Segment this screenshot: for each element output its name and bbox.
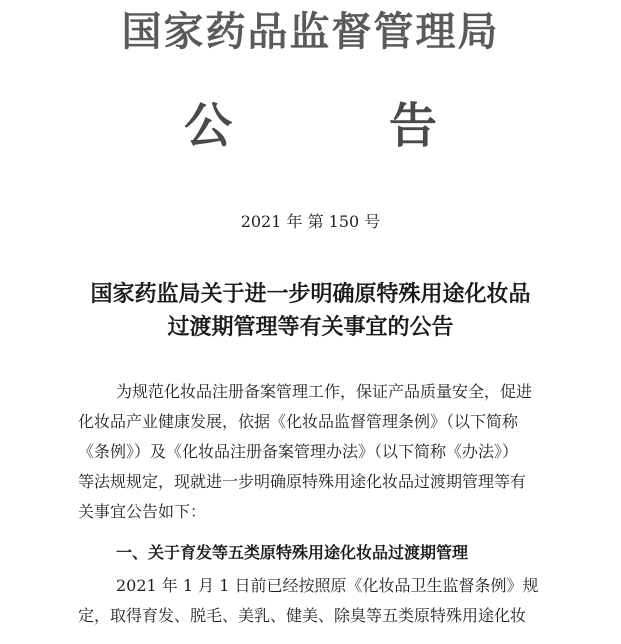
section-paragraph-line: 定，取得育发、脱毛、美乳、健美、除臭等五类原特殊用途化妆 [78,606,527,625]
section-paragraph-line: 2021 年 1 月 1 日前已经按照原《化妆品卫生监督条例》规 [116,576,539,595]
section-heading: 一、关于育发等五类原特殊用途化妆品过渡期管理 [116,543,469,562]
document-title-line-1: 国家药监局关于进一步明确原特殊用途化妆品 [90,282,531,307]
agency-header: 国家药品监督管理局 [121,9,500,55]
intro-paragraph-line: 化妆品产业健康发展，依据《化妆品监督管理条例》（以下简称 [78,412,519,431]
document-number: 2021 年 第 150 号 [240,212,381,231]
intro-paragraph-line: 《条例》）及《化妆品注册备案管理办法》（以下简称《办法》） [78,442,519,461]
intro-paragraph-line: 为规范化妆品注册备案管理工作，保证产品质量安全，促进 [116,382,533,401]
document-title-line-2: 过渡期管理等有关事宜的公告 [167,315,454,340]
intro-paragraph-line: 关事宜公告如下： [78,502,207,521]
notice-heading: 公 告 [184,98,507,154]
intro-paragraph-line: 等法规规定，现就进一步明确原特殊用途化妆品过渡期管理等有 [78,472,527,491]
